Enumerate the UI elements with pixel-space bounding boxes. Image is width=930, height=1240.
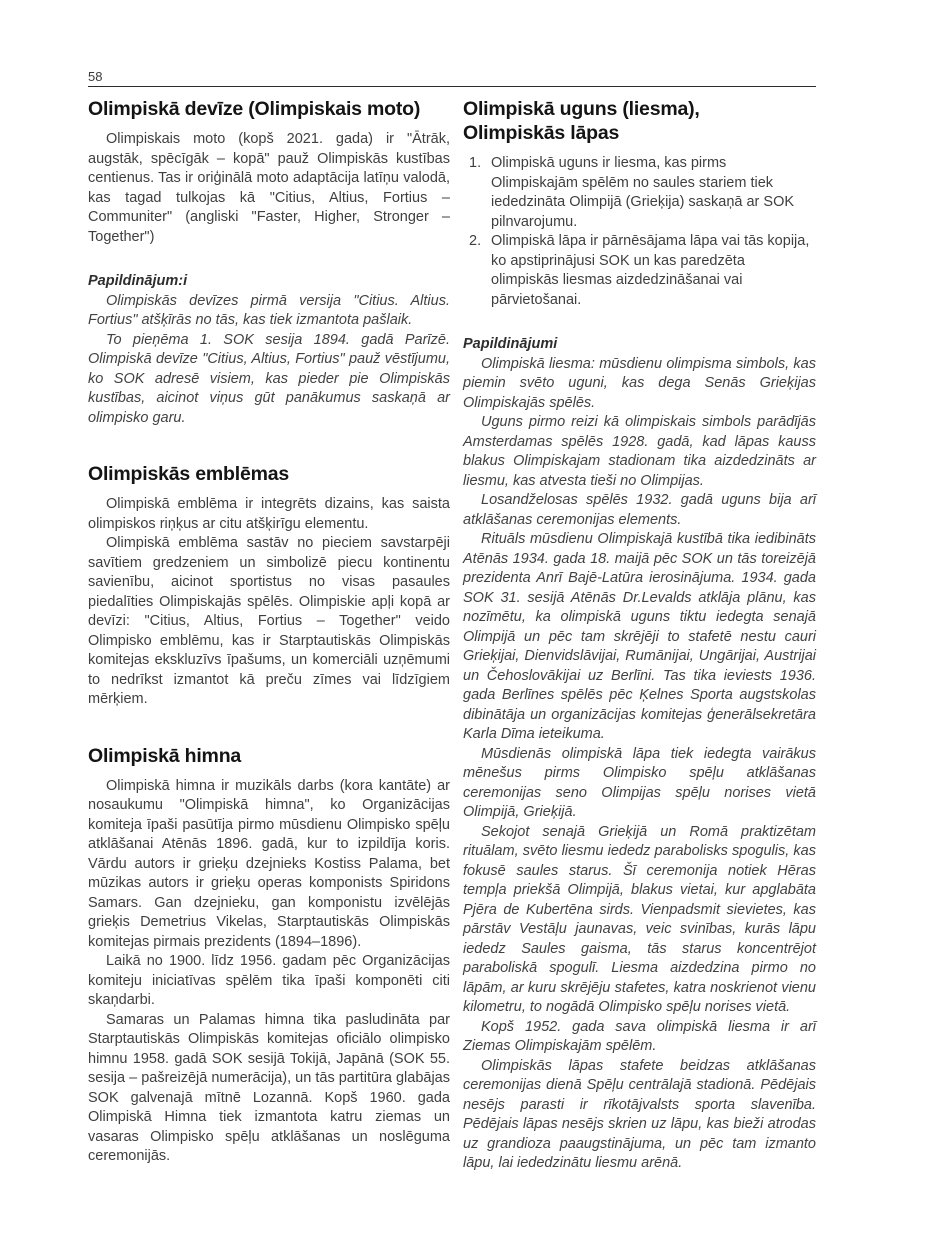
- section-heading-uguns: [463, 97, 816, 145]
- list-item: [469, 232, 816, 310]
- note-paragraph: Rituāls mūsdienu Olimpiskajā kustībā tika iedibināts Atēnās 1934. gada 18. maijā pēc SOK un tās toreizējā prezidenta Anrī Bajē-Latūra ierosinājuma. 1934. gada SOK 31. sesijā Atēnās Dr.Levalds atklāja plānu, kas nozīmētu, ka olimpiskā uguns tiktu iedegta senajā Olimpijā un pēc tam skrējēji to stafetē nestu cauri Grieķijai, Dienvidslāvijai, Rumānijai, Ungārijai, Austrijai un Čehoslovākijai uz Berlīni. Tas tika ieviests 1936. gada Berlīnes spēlēs pēc Ķelnes Sporta augstskolas dibinātāja un organizācijas komitejas ģenerālsekretāra Karla Dīma ieteikuma.: [463, 531, 816, 742]
- right-column: [463, 97, 816, 1174]
- section-heading-himna: Olimpiskā himna: [88, 744, 242, 767]
- note-paragraph: Olimpiskā liesma: mūsdienu olimpisma simbols, kas piemin svēto uguni, kas dega Senās Grieķijas Olimpiskajās spēlēs.: [463, 355, 816, 411]
- left-column: [88, 97, 450, 1167]
- note-heading: Papildinājumi: [463, 336, 558, 352]
- header-rule: [88, 86, 816, 87]
- paragraph: Olimpiskā himna ir muzikāls darbs (kora kantāte) ar nosaukumu "Olimpiskā himna", ko Organizācijas komiteja īpaši pasūtīja pirmo mūsdienu Olimpisko spēļu atklāšanai Atēnās 1896. gadā, kur to izpildīja koris. Vārdu autors ir grieķu dzejnieks Kostiss Palama, bet mūzikas autors ir grieķu operas komponists Spiridons Samars. Gan dzejnieku, gan komponistu izvēlējās grieķis Demetrius Vikelas, Starptautiskās Olimpiskās komitejas pirmais prezidents (1894–1896).: [88, 777, 450, 950]
- note-block: [88, 292, 450, 429]
- note-paragraph: Sekojot senajā Grieķijā un Romā praktizētam rituālam, svēto liesmu iededz parabolisks spogulis, kas fokusē saules starus. Šī ceremonija notiek Hēras tempļa priekšā Olimpijā, blakus vietai, kur apglabāta Pjēra de Kubertēna sirds. Vienpadsmit sievietes, kas pārstāv Vestāļu jaunavas, veic svinības, kurās lāpu iededz Saules gaisma, tās starus koncentrējot paraboliskā spogulī. Liesma aizdedzina pirmo no lāpām, ar kuru skrējēju stafetes, katra noskrienot vienu kilometru, to nogādā Olimpisko spēļu norises vietā.: [463, 823, 816, 1015]
- list-item-number: 2.: [469, 233, 482, 249]
- note-paragraph: Uguns pirmo reizi kā olimpiskais simbols parādījās Amsterdamas spēlēs 1928. gadā, kad lāpas kauss blakus Olimpiskajam stadionam tika aizdedzināts ar liesmu, kas atvesta tieši no Olimpijas.: [463, 414, 816, 489]
- note-heading: Papildinājum:i: [88, 273, 188, 289]
- note-paragraph: To pieņēma 1. SOK sesija 1894. gadā Parīzē. Olimpiskā devīze "Citius, Altius, Fortius" pauž vēstījumu, ko SOK adresē visiem, kas pieder pie Olimpiskās kustības, aicinot viņus gūt panākumus saskaņā ar olimpisko garu.: [88, 331, 450, 426]
- definition-list: [463, 154, 816, 310]
- paragraph: Olimpiskā emblēma sastāv no pieciem savstarpēji savītiem gredzeniem un simbolizē piecu kontinentu savienību, aicinot sportistus no visas pasaules piedalīties Olimpiskajās spēlēs. Olimpiskie apļi kopā ar devīzi: "Citius, Altius, Fortius – Together" veido Olimpisko emblēmu, kas ir Starptautiskās Olimpiskās komitejas ekskluzīvs īpašums, un komerciāli uzņēmumi to nedrīkst izmantot kā preču zīmes vai līdzīgiem mērķiem.: [88, 535, 450, 707]
- two-column-layout: [88, 97, 816, 1174]
- section-heading-devize: Olimpiskā devīze (Olimpiskais moto): [88, 98, 421, 120]
- section-heading-emblemas: Olimpiskās emblēmas: [88, 463, 290, 485]
- note-paragraph: Losandželosas spēlēs 1932. gadā uguns bija arī atklāšanas ceremonijas elements.: [463, 492, 816, 528]
- list-item: [469, 154, 816, 232]
- note-paragraph: Kopš 1952. gada sava olimpiskā liesma ir arī Ziemas Olimpiskajām spēlēm.: [463, 1018, 816, 1054]
- heading-line-1: Olimpiskā uguns (liesma),: [463, 98, 700, 120]
- note-paragraph: Mūsdienās olimpiskā lāpa tiek iedegta vairākus mēnešus pirms Olimpisko spēļu atklāšanas ceremonijas seno Olimpijas spēļu norises vietā Olimpijā, Grieķijā.: [463, 745, 816, 820]
- paragraph: Samaras un Palamas himna tika pasludināta par Starptautiskās Olimpiskās komitejas oficiālo olimpisko himnu 1958. gadā SOK sesijā Tokijā, Japānā (SOK 55. sesija – pašreizējā numerācija), un tās partitūra glabājas SOK galvenajā mītnē Lozannā. Kopš 1960. gada Olimpiskā Himna tiek izmantota katru ziemas un vasaras Olimpisko spēļu atklāšanas un noslēguma ceremonijās.: [88, 1011, 450, 1164]
- list-item-text: Olimpiskā lāpa ir pārnēsājama lāpa vai tās kopija, ko apstiprinājusi SOK un kas paredzēta olimpiskās liesmas aizdedzināšanai vai pārvietošanai.: [491, 233, 810, 308]
- note-paragraph: Olimpiskās lāpas stafete beidzas atklāšanas ceremonijas dienā Spēļu centrālajā stadionā. Pēdējais nesējs parasti ir rīkotājvalsts sporta slavenība. Pēdējais lāpas nesējs skrien uz lāpu, kas bieži atrodas uz grandioza paaugstinājuma, un pēc tam izmanto lāpu, lai iededzinātu liesmu arēnā.: [463, 1057, 816, 1171]
- note-paragraph: Olimpiskās devīzes pirmā versija "Citius. Altius. Fortius" atšķīrās no tās, kas tiek izmantota pašlaik.: [88, 292, 450, 328]
- heading-line-2: Olimpiskās lāpas: [463, 122, 620, 144]
- paragraph: Laikā no 1900. līdz 1956. gadam pēc Organizācijas komiteju iniciatīvas spēlēm tika īpaši komponēti citi skaņdarbi.: [88, 953, 450, 1008]
- paragraph: Olimpiskais moto (kopš 2021. gada) ir "Ātrāk, augstāk, spēcīgāk – kopā" pauž Olimpiskās kustības centienus. Tas ir oriģinālā moto adaptācija latīņu valodā, kas tagad tulkojas kā "Citius, Altius, Fortius – Communiter" (angliski "Faster, Higher, Stronger – Together"): [88, 131, 450, 245]
- page-number: 58: [88, 69, 103, 84]
- list-item-text: Olimpiskā uguns ir liesma, kas pirms Olimpiskajām spēlēm no saules stariem tiek iededzināta Olimpijā (Grieķija) saskaņā ar SOK pilnvarojumu.: [491, 155, 795, 230]
- paragraph: Olimpiskā emblēma ir integrēts dizains, kas saista olimpiskos riņķus ar citu atšķirīgu elementu.: [88, 496, 450, 532]
- list-item-number: 1.: [469, 155, 482, 171]
- note-block: [463, 355, 816, 1174]
